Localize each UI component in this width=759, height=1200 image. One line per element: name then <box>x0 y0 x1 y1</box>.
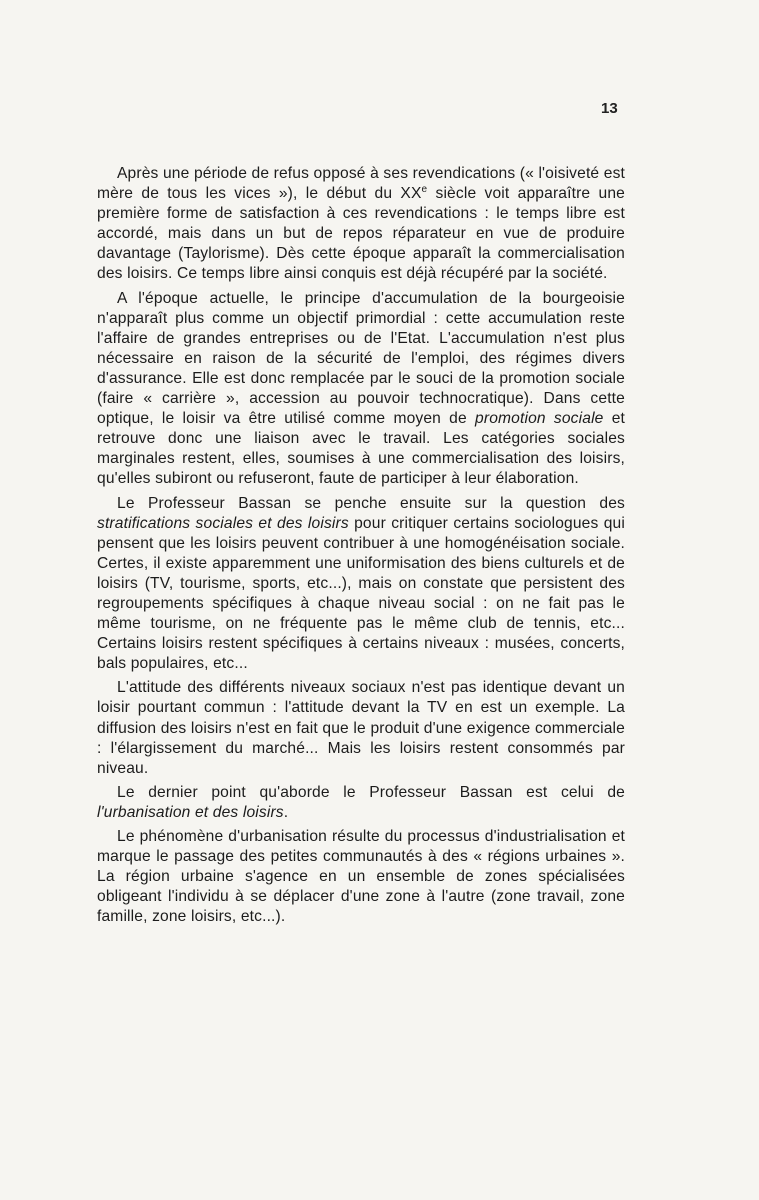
superscript-text: e <box>421 183 428 195</box>
text-segment: Le dernier point qu'aborde le Professeur Bassan est celui de <box>117 783 625 801</box>
text-segment: L'attitude des différents niveaux sociaux n'est pas identique devant un loisir pourtant commun : l'attitude devant la TV en est un exemple. La diffusion des loisirs n'est en fait que le produit d'une exigence commerciale : l'élargissement du marché... Mais les loisirs restent consommés par niveau. <box>97 679 625 777</box>
paragraph <box>97 783 625 823</box>
paragraph <box>97 164 625 285</box>
text-segment: A l'époque actuelle, le principe d'accumulation de la bourgeoisie n'apparaît plus comme un objectif primordial : cette accumulation reste l'affaire de grandes entreprises ou de l'Etat. L'accumulation n'est plus nécessaire en raison de la sécurité de l'emploi, des régimes divers d'assurance. Elle est donc remplacée par le souci de la promotion sociale (faire « carrière », accession au pouvoir technocratique). Dans cette optique, le loisir va être utilisé comme moyen de <box>97 289 625 428</box>
text-segment: siècle voit apparaître une première forme de satisfaction à ces revendications : le temps libre est accordé, mais dans un but de repos réparateur en vue de produire davantage (Taylorisme). Dès cette époque apparaît la commercialisation des loisirs. Ce temps libre ainsi conquis est déjà récupéré par la société. <box>97 185 625 283</box>
emphasis-text: promotion sociale <box>475 410 604 428</box>
text-segment: Le Professeur Bassan se penche ensuite sur la question des <box>117 494 625 512</box>
emphasis-text: l'urbanisation et des loisirs <box>97 803 284 821</box>
page-number: 13 <box>601 100 618 117</box>
text-segment: pour critiquer certains sociologues qui pensent que les loisirs peuvent contribuer à une homogénéisation sociale. Certes, il existe apparemment une uniformisation des biens culturels et de loisirs (TV, tourisme, sports, etc...), mais on constate que persistent des regroupements spécifiques à chaque niveau social : on ne fait pas le même tourisme, on ne fréquente pas le même club de tennis, etc... Certains loisirs restent spécifiques à certains niveaux : musées, concerts, bals populaires, etc... <box>97 514 625 673</box>
text-segment: et retrouve donc une liaison avec le travail. Les catégories sociales marginales restent, elles, soumises à une commercialisation des loisirs, qu'elles subiront ou refuseront, faute de participer à leur élaboration. <box>97 410 626 488</box>
text-segment: Le phénomène d'urbanisation résulte du processus d'industrialisation et marque le passage des petites communautés à des « régions urbaines ». La région urbaine s'agence en un ensemble de zones spécialisées obligeant l'individu à se déplacer d'une zone à l'autre (zone travail, zone famille, zone loisirs, etc...). <box>97 828 625 926</box>
paragraph <box>97 289 625 490</box>
paragraph <box>97 678 625 778</box>
text-segment: Après une période de refus opposé à ses revendications (« l'oisiveté est mère de tous les vices »), le début du XX <box>97 165 625 203</box>
text-segment: . <box>283 803 289 821</box>
body-text <box>97 164 625 931</box>
emphasis-text: stratifications sociales et des loisirs <box>97 514 349 532</box>
paragraph <box>97 827 625 927</box>
paragraph <box>97 494 625 675</box>
